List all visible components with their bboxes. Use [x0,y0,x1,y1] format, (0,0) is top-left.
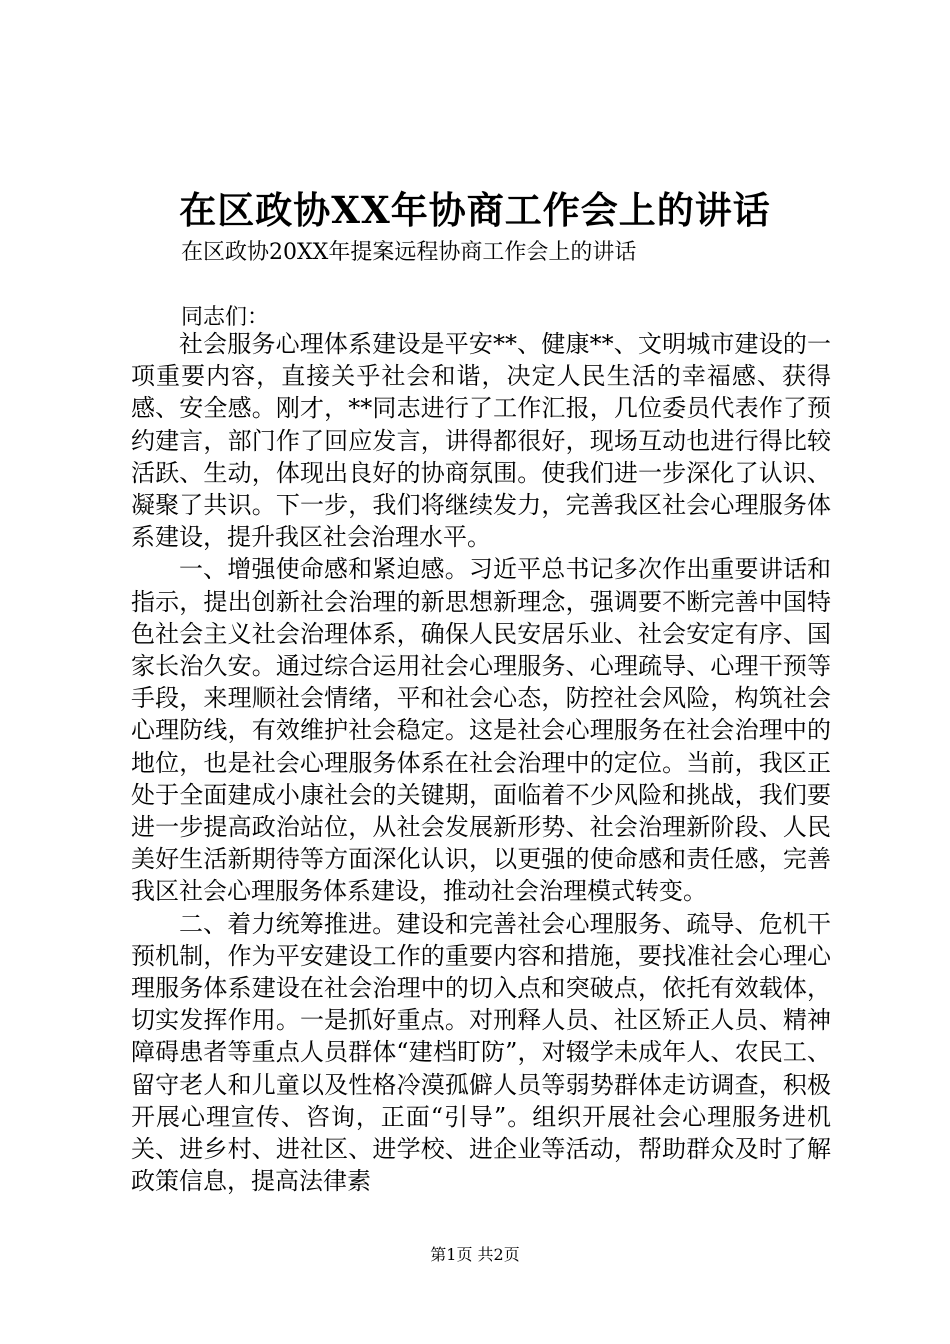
page-footer: 第1页 共2页 [430,1245,520,1264]
document-title: 在区政协XX年协商工作会上的讲话 [179,188,771,232]
paragraph-section-two: 二、着力统筹推进。建设和完善社会心理服务、疏导、危机干预机制，作为平安建设工作的重要内容和措施，要找准社会心理心理服务体系建设在社会治理中的切入点和突破点，依托有效载体，切实发挥作用。一是抓好重点。对刑释人员、社区矫正人员、精神障碍患者等重点人员群体“建档盯防”，对辍学未成年人、农民工、留守老人和儿童以及性格冷漠孤僻人员等弱势群体走访调查，积极开展心理宣传、咨询，正面“引导”。组织开展社会心理服务进机关、进乡村、进社区、进学校、进企业等活动，帮助群众及时了解政策信息，提高法律素 [131,909,831,1196]
document-body [131,328,831,1197]
paragraph-section-one: 一、增强使命感和紧迫感。习近平总书记多次作出重要讲话和指示，提出创新社会治理的新思想新理念，强调要不断完善中国特色社会主义社会治理体系，确保人民安居乐业、社会安定有序、国家长治久安。通过综合运用社会心理服务、心理疏导、心理干预等手段，来理顺社会情绪，平和社会心态，防控社会风险，构筑社会心理防线，有效维护社会稳定。这是社会心理服务在社会治理中的地位，也是社会心理服务体系在社会治理中的定位。当前，我区正处于全面建成小康社会的关键期，面临着不少风险和挑战，我们要进一步提高政治站位，从社会发展新形势、社会治理新阶段、人民美好生活新期待等方面深化认识，以更强的使命感和责任感，完善我区社会心理服务体系建设，推动社会治理模式转变。 [131,555,831,906]
salutation: 同志们： [181,305,270,330]
document-subtitle: 在区政协20XX年提案远程协商工作会上的讲话 [181,240,637,265]
paragraph-intro: 社会服务心理体系建设是平安**、健康**、文明城市建设的一项重要内容，直接关乎社会和谐，决定人民生活的幸福感、获得感、安全感。刚才，**同志进行了工作汇报，几位委员代表作了预约建言，部门作了回应发言，讲得都很好，现场互动也进行得比较活跃、生动，体现出良好的协商氛围。使我们进一步深化了认识、凝聚了共识。下一步，我们将继续发力，完善我区社会心理服务体系建设，提升我区社会治理水平。 [131,330,831,552]
